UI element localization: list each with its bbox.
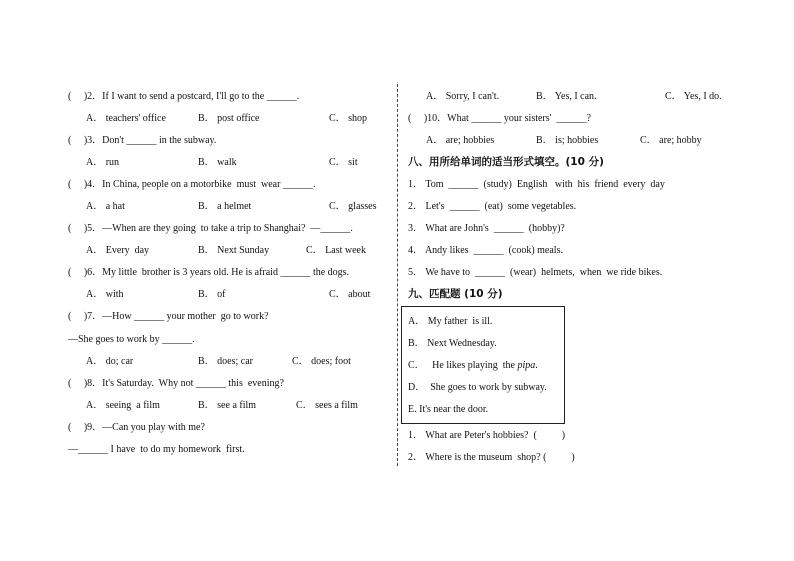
q6-option-a: A． with xyxy=(86,289,124,300)
q5-option-a: A． Every day xyxy=(86,245,150,256)
section8-heading: 八、用所给单词的适当形式填空。(10 分) xyxy=(408,156,604,168)
q7-option-c: C． does; foot xyxy=(292,356,351,367)
match-option-c-italic: pipa xyxy=(517,360,536,371)
section9-item-2: 2． Where is the museum shop? ( ) xyxy=(408,452,575,463)
column-divider xyxy=(397,84,398,466)
match-option-e: E. It's near the door. xyxy=(408,404,489,415)
q10-option-a: A． are; hobbies xyxy=(426,135,495,146)
q8-option-c: C． sees a film xyxy=(296,400,358,411)
q7-option-a: A． do; car xyxy=(86,356,134,367)
match-option-c-end: . xyxy=(535,360,538,371)
q7-option-b: B． does; car xyxy=(198,356,253,367)
q2-option-a: A． teachers' office xyxy=(86,113,166,124)
section9-heading: 九、匹配题 (10 分) xyxy=(408,288,503,300)
q6-option-b: B． of xyxy=(198,289,226,300)
q6-stem: ( )6．My little brother is 3 years old. He is afraid ______ the dogs. xyxy=(68,267,350,278)
q9-stem: ( )9．—Can you play with me? xyxy=(68,422,205,433)
q3-stem: ( )3．Don't ______ in the subway. xyxy=(68,135,217,146)
q9-option-b: B． Yes, I can. xyxy=(536,91,597,102)
section8-item-4: 4． Andy likes ______ (cook) meals. xyxy=(408,245,563,256)
section9-item-1: 1． What are Peter's hobbies? ( ) xyxy=(408,430,566,441)
q10-option-c: C． are; hobby xyxy=(640,135,702,146)
section8-item-5: 5． We have to ______ (wear) helmets, when we ride bikes. xyxy=(408,267,663,278)
match-option-d: D． She goes to work by subway. xyxy=(408,382,547,393)
match-option-a: A． My father is ill. xyxy=(408,316,493,327)
match-option-c-text: C． He likes playing the xyxy=(408,360,518,371)
q10-option-b: B． is; hobbies xyxy=(536,135,599,146)
q4-option-c: C． glasses xyxy=(329,201,377,212)
q9-option-c: C． Yes, I do. xyxy=(665,91,722,102)
q8-stem: ( )8．It's Saturday. Why not ______ this evening? xyxy=(68,378,284,389)
q9-option-a: A． Sorry, I can't. xyxy=(426,91,500,102)
q5-stem: ( )5．—When are they going to take a trip to Shanghai? —______. xyxy=(68,223,353,234)
q9-stem-reply: —______ I have to do my homework first. xyxy=(68,444,245,455)
q10-stem: ( )10．What ______ your sisters' ______? xyxy=(408,113,591,124)
section8-item-2: 2． Let's ______ (eat) some vegetables. xyxy=(408,201,577,212)
match-option-c xyxy=(408,360,538,372)
match-option-b: B． Next Wednesday. xyxy=(408,338,497,349)
section8-item-1: 1． Tom ______ (study) English with his friend every day xyxy=(408,179,665,190)
q4-stem: ( )4．In China, people on a motorbike must wear ______. xyxy=(68,179,316,190)
q7-stem-reply: —She goes to work by ______. xyxy=(68,334,195,345)
q5-option-b: B． Next Sunday xyxy=(198,245,270,256)
q3-option-b: B． walk xyxy=(198,157,237,168)
q5-option-c: C． Last week xyxy=(306,245,366,256)
q2-option-c: C． shop xyxy=(329,113,368,124)
q6-option-c: C． about xyxy=(329,289,371,300)
matching-answer-box xyxy=(401,306,565,424)
q8-option-a: A． seeing a film xyxy=(86,400,160,411)
q2-option-b: B． post office xyxy=(198,113,260,124)
q8-option-b: B． see a film xyxy=(198,400,257,411)
q2-stem: ( )2．If I want to send a postcard, I'll go to the ______. xyxy=(68,91,300,102)
q4-option-b: B． a helmet xyxy=(198,201,252,212)
q7-stem: ( )7．—How ______ your mother go to work? xyxy=(68,311,269,322)
q3-option-c: C． sit xyxy=(329,157,358,168)
q3-option-a: A． run xyxy=(86,157,120,168)
q4-option-a: A． a hat xyxy=(86,201,125,212)
section8-item-3: 3． What are John's ______ (hobby)? xyxy=(408,223,565,234)
